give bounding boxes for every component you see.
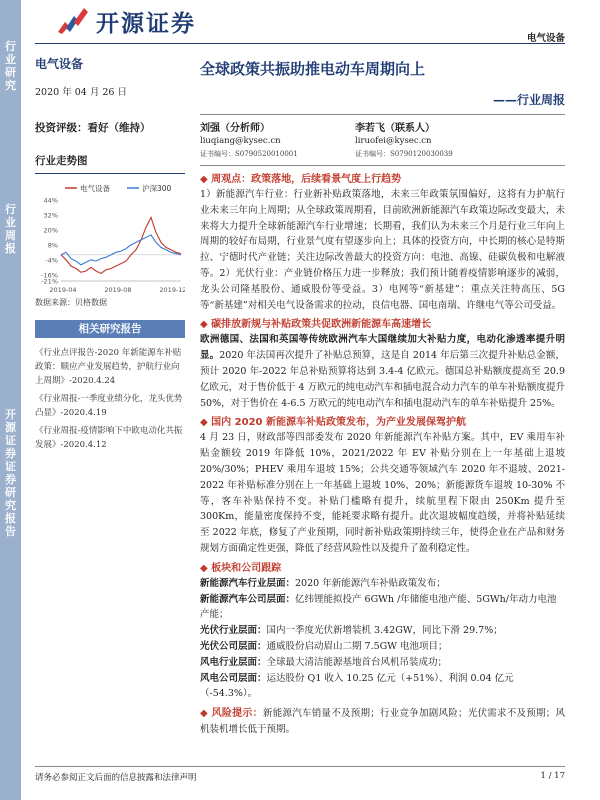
footer-divider — [35, 766, 565, 767]
y-tick-label: 20% — [43, 226, 58, 235]
y-tick-label: 44% — [43, 196, 58, 205]
chart-source: 数据来源：贝格数据 — [35, 298, 107, 307]
main-content — [200, 168, 565, 738]
related-report-item[interactable]: 《行业周报-疫情影响下中欧电动化共振发展》-2020.4.12 — [35, 426, 183, 450]
trend-chart-title: 行业走势图 — [35, 155, 88, 167]
y-tick-label: 32% — [43, 211, 58, 220]
section-body-domestic-subsidy: 4 月 23 日，财政部等四部委发布 2020 年新能源汽车补贴方案。其中，EV 乘用车补贴金额较 2019 年降低 10%，2021/2022 年 EV 补贴分别在上一年基础上退坡 20%/30%；PHEV 乘用车退坡 15%；公共交通等领域汽车 2020 年不退坡、2021-2022 年补贴标准分别在上一年基础上退坡 10%、20%；新能源货车退坡 10-30% 不等，客车补贴保持不变。补贴门槛略有提升，续航里程下限由 250Km 提升至 300Km，能量密度保持不变，能耗要求略有提升。此次退坡幅度趋缓，并将补贴延续至 2022 年底，修复了产业预期，同时新补贴政策期持续三年，使得企业在产品和财务规划方面确定性更强，降低了经营风险性以及提升了盈利稳定性。 — [200, 432, 565, 554]
report-title: 全球政策共振助推电动车周期向上 — [200, 60, 426, 78]
x-tick-label: 2019-12 — [159, 286, 185, 294]
logo-text: 开源证券 — [96, 10, 196, 37]
author-cert: 证书编号：S0790520010001 — [200, 150, 298, 158]
logo-mark-icon — [56, 8, 88, 34]
tracking-text: 亿纬锂能拟投产 6GWh /年储能电池产能、5GWh/年动力电池产能； — [200, 593, 557, 621]
trend-chart-svg — [35, 180, 185, 295]
trend-chart — [35, 180, 185, 295]
x-tick-label: 2019-04 — [49, 286, 77, 294]
investment-rating: 投资评级：看好（维持） — [35, 122, 151, 134]
legend-label: 电气设备 — [80, 184, 110, 193]
footer-disclaimer: 请务必参阅正文后面的信息披露和法律声明 — [35, 773, 197, 783]
series-line — [61, 235, 181, 265]
section-text-europe: 2020 年法国再次提升了补贴总预算，这是自 2014 年后第三次提升补贴总金额，预计 2020 年-2022 年总补贴预算将达到 3.4-4 亿欧元。德国总补贴额度提高至 20.9 亿欧元，对于售价低于 4 万欧元的纯电动汽车和插电混合动力汽车的单车补贴额度提升 50%，对于售价在 4-6.5 万欧元的纯电动汽车和插电混动汽车的单车补贴提升 25%。 — [200, 350, 565, 409]
risk-text: 新能源汽车销量不及预期；行业竞争加剧风险；光伏需求不及预期；风机装机增长低于预期。 — [200, 708, 565, 735]
related-report-item[interactable]: 《行业周报-一季度业绩分化，龙头优势凸显》-2020.4.19 — [35, 394, 183, 418]
tracking-label: 新能源汽车行业层面： — [200, 577, 296, 589]
tracking-row — [200, 639, 565, 655]
tracking-text: 2020 年新能源汽车补贴政策发布； — [295, 577, 446, 589]
author-block — [355, 122, 453, 161]
risk-warning — [200, 706, 565, 738]
title-divider — [200, 114, 565, 115]
author-divider — [200, 165, 565, 166]
x-tick-label: 2019-08 — [104, 286, 132, 294]
section-heading-tracking: ◆ 板块和公司跟踪 — [200, 562, 282, 574]
author-name: 李若飞（联系人） — [355, 123, 435, 134]
sidebar — [35, 55, 185, 456]
section-lead-europe: 欧洲德国、法国和英国等传统欧洲汽车大国继续加大补贴力度，电动化渗透率提升明显。 — [200, 334, 565, 362]
author-name: 刘强（分析师） — [200, 123, 270, 134]
tracking-label: 光伏行业层面： — [200, 625, 267, 637]
report-subtitle: ——行业周报 — [492, 93, 565, 107]
series-line — [61, 217, 181, 273]
author-email[interactable]: liuqiang@kysec.cn — [200, 136, 281, 146]
strip-label-research: 行业研究 — [5, 40, 16, 92]
y-tick-label: -4% — [45, 256, 58, 265]
tracking-row — [200, 576, 565, 592]
y-tick-label: -16% — [41, 271, 58, 280]
tracking-text: 国内一季度光伏新增装机 3.42GW，同比下滑 29.7%； — [266, 625, 503, 637]
strip-label-weekly: 行业周报 — [5, 203, 16, 255]
trend-divider — [35, 173, 185, 174]
tracking-text: 运达股份 Q1 收入 10.25 亿元（+51%）、利润 0.04 亿元（-54.3%）。 — [200, 672, 514, 700]
industry-name: 电气设备 — [35, 57, 84, 71]
section-heading-domestic-subsidy: ◆ 国内 2020 新能源车补贴政策发布，为产业发展保驾护航 — [200, 417, 466, 429]
tracking-row — [200, 623, 565, 639]
header-category: 电气设备 — [526, 33, 565, 44]
risk-heading: ◆ 风险提示： — [200, 708, 263, 720]
section-heading-europe: ◆ 碳排放新规与补贴政策共促欧洲新能源车高速增长 — [200, 319, 432, 331]
tracking-text: 通威股份启动眉山二期 7.5GW 电池项目； — [266, 640, 448, 652]
tracking-row — [200, 592, 565, 624]
tracking-label: 新能源汽车公司层面： — [200, 593, 296, 605]
page-number: 1 / 17 — [540, 771, 565, 781]
author-block — [200, 122, 298, 161]
section-body-weekly-view: 1）新能源汽车行业：行业新补贴政策落地，未来三年政策氛围偏好，这将有力护航行业未来三年向上周期；从全球政策周期看，目前欧洲新能源汽车政策边际改变最大，未来将大力提升全球新能源汽车行业增速；长期看，我们认为未来三个月是行业三年向上周期的较好布局期，行业景气度有望逐步向上；具体的投资方向，中长期的核心是特斯拉、宁德时代产业链；关注边际改善最大的投资方向：电池、高镍、硅碳负极和电解液等。2）光伏行业：产业链价格压力进一步释放；我们预计随着疫情影响逐步的减弱，龙头公司隆基股份、通威股份等受益。3）电网等“新基建”：重点关注特高压、5G 等“新基建”对相关电气设备需求的拉动，良信电器、国电南瑞、许继电气等公司受益。 — [200, 189, 565, 311]
y-tick-label: 8% — [47, 241, 58, 250]
author-cert: 证书编号：S0790120030039 — [355, 150, 453, 158]
tracking-row — [200, 671, 565, 703]
legend-label: 沪深300 — [142, 184, 172, 193]
related-reports-list — [35, 346, 185, 452]
tracking-label: 光伏公司层面： — [200, 640, 267, 652]
section-body-europe — [200, 332, 565, 411]
tracking-text: 全球最大清洁能源基地首台风机吊装成功； — [266, 656, 448, 668]
tracking-list — [200, 576, 565, 702]
tracking-row — [200, 655, 565, 671]
tracking-label: 风电公司层面： — [200, 672, 267, 684]
y-tick-label: -21% — [41, 277, 58, 286]
related-report-item[interactable]: 《行业点评报告-2020 年新能源车补贴政策：顺应产业发展趋势，护航行业向上周期》-2020.4.24 — [35, 348, 182, 386]
author-email[interactable]: liruofei@kysec.cn — [355, 136, 432, 146]
left-color-strip — [0, 0, 21, 800]
company-logo — [56, 6, 196, 36]
tracking-label: 风电行业层面： — [200, 656, 267, 668]
section-heading-weekly-view: ◆ 周观点：政策落地，后续看景气度上行趋势 — [200, 174, 402, 185]
strip-label-company: 开源证券 证券研究报告 — [5, 408, 16, 538]
header-divider — [35, 43, 565, 44]
related-reports-header: 相关研究报告 — [35, 320, 185, 338]
report-date: 2020 年 04 月 26 日 — [35, 87, 127, 98]
